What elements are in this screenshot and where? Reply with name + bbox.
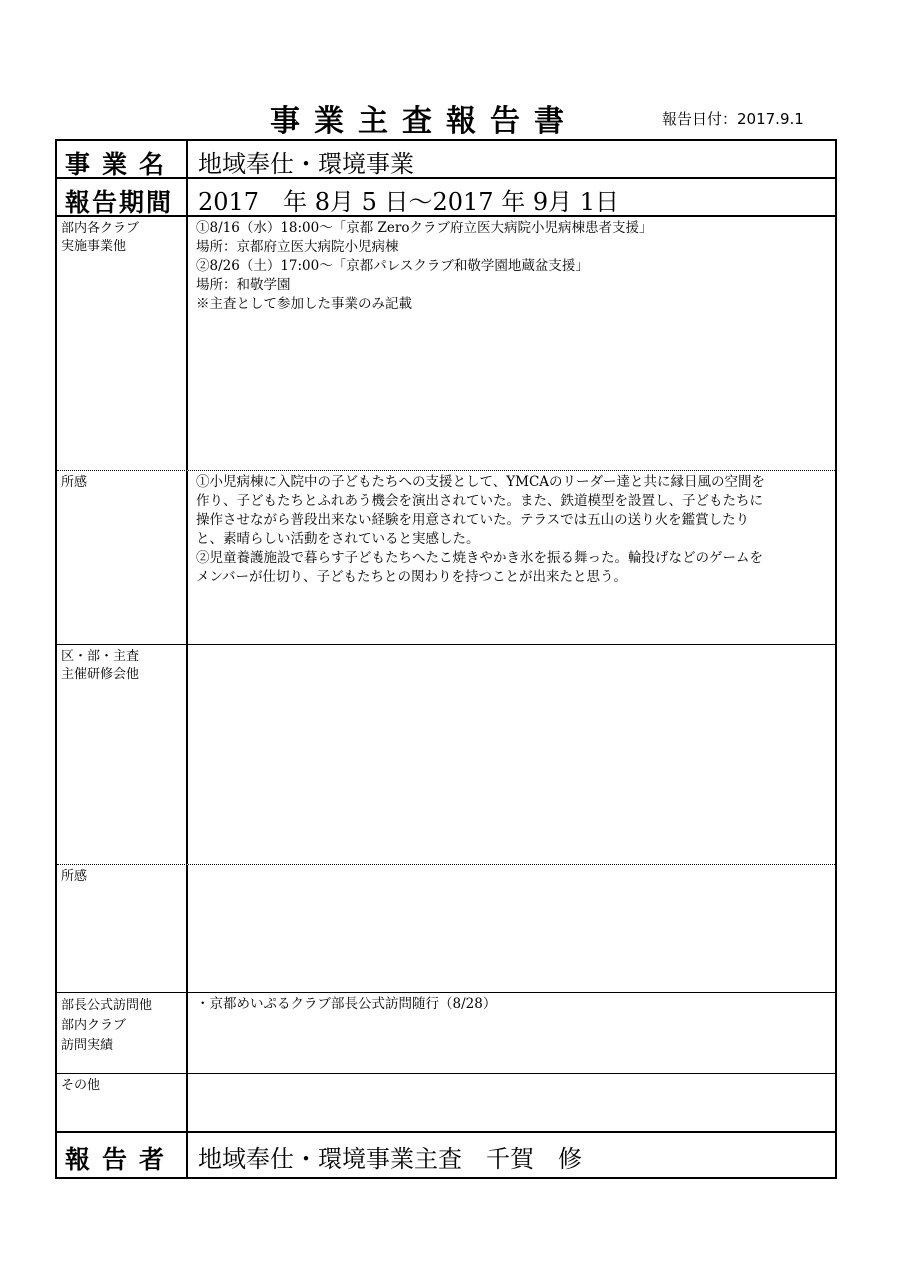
official-visits-line: ・京都めいぷるクラブ部長公式訪問随行（8/28） bbox=[196, 996, 497, 1012]
impressions-1-label bbox=[57, 471, 188, 644]
reporter-value: 地域奉仕・環境事業主査 千賀 修 bbox=[198, 1145, 582, 1173]
district-events-content bbox=[188, 645, 835, 864]
club-events-content bbox=[188, 217, 835, 470]
other-label bbox=[57, 1074, 188, 1131]
club-events-label-line: 実施事業他 bbox=[61, 239, 127, 254]
impressions-1-line: ①小児病棟に入院中の子どもたちへの支援として、YMCAのリーダー達と共に縁日風の空間を bbox=[196, 474, 766, 490]
period-label: 報告期間 bbox=[57, 179, 188, 215]
impressions-1-line: メンバーが仕切り、子どもたちとの関わりを持つことが出来たと思う。 bbox=[196, 569, 628, 585]
district-events-label-line: 区・部・主査 bbox=[61, 649, 140, 664]
impressions-1-label-text: 所感 bbox=[61, 475, 88, 490]
impressions-2-row bbox=[57, 865, 835, 993]
report-date: 報告日付：2017.9.1 bbox=[662, 110, 804, 128]
other-row bbox=[57, 1074, 835, 1133]
club-events-line: ※主査として参加した事業のみ記載 bbox=[196, 296, 412, 312]
club-events-row bbox=[57, 217, 835, 471]
impressions-1-row bbox=[57, 471, 835, 645]
impressions-1-line: 作り、子どもたちとふれあう機会を演出されていた。また、鉄道模型を設置し、子どもたちに bbox=[196, 493, 763, 509]
reporter-label: 報告者 bbox=[57, 1133, 188, 1177]
impressions-1-line: と、素晴らしい活動をされていると実感した。 bbox=[196, 531, 480, 547]
project-label: 事業名 bbox=[57, 141, 188, 177]
club-events-line: ①8/16（水）18:00～「京都 Zeroクラブ府立医大病院小児病棟患者支援」 bbox=[196, 220, 653, 236]
other-label-text: その他 bbox=[61, 1078, 101, 1093]
period-row bbox=[57, 179, 835, 217]
impressions-1-line: 操作させながら普段出来ない経験を用意されていた。テラスでは五山の送り火を鑑賞したり bbox=[196, 512, 750, 528]
project-value: 地域奉仕・環境事業 bbox=[198, 150, 414, 178]
club-events-label-line: 部内各クラブ bbox=[61, 221, 140, 236]
club-events-line: ②8/26（土）17:00～「京都パレスクラブ和敬学園地蔵盆支援」 bbox=[196, 258, 589, 274]
official-visits-row bbox=[57, 993, 835, 1074]
club-events-line: 場所：和敬学園 bbox=[196, 277, 291, 293]
page-title: 事業主査報告書 bbox=[270, 104, 578, 139]
report-form bbox=[55, 139, 837, 1179]
period-value: 2017 年 8月 5 日～2017 年 9月 1日 bbox=[198, 188, 620, 216]
official-visits-label-line: 部長公式訪問他 bbox=[61, 998, 153, 1013]
district-events-label-line: 主催研修会他 bbox=[61, 667, 140, 682]
official-visits-content bbox=[188, 993, 835, 1073]
impressions-2-label-text: 所感 bbox=[61, 869, 88, 884]
other-content bbox=[188, 1074, 835, 1131]
impressions-1-line: ②児童養護施設で暮らす子どもたちへたこ焼きやかき氷を振る舞った。輪投げなどのゲームを bbox=[196, 550, 763, 566]
official-visits-label-line: 部内クラブ bbox=[61, 1018, 127, 1033]
official-visits-label-line: 訪問実績 bbox=[61, 1038, 114, 1053]
club-events-label bbox=[57, 217, 188, 470]
district-events-label bbox=[57, 645, 188, 864]
impressions-2-content bbox=[188, 865, 835, 992]
impressions-2-label bbox=[57, 865, 188, 992]
club-events-line: 場所：京都府立医大病院小児病棟 bbox=[196, 239, 399, 255]
official-visits-label bbox=[57, 993, 188, 1073]
district-events-row bbox=[57, 645, 835, 865]
reporter-row bbox=[57, 1133, 835, 1177]
impressions-1-content bbox=[188, 471, 835, 644]
project-row bbox=[57, 141, 835, 179]
